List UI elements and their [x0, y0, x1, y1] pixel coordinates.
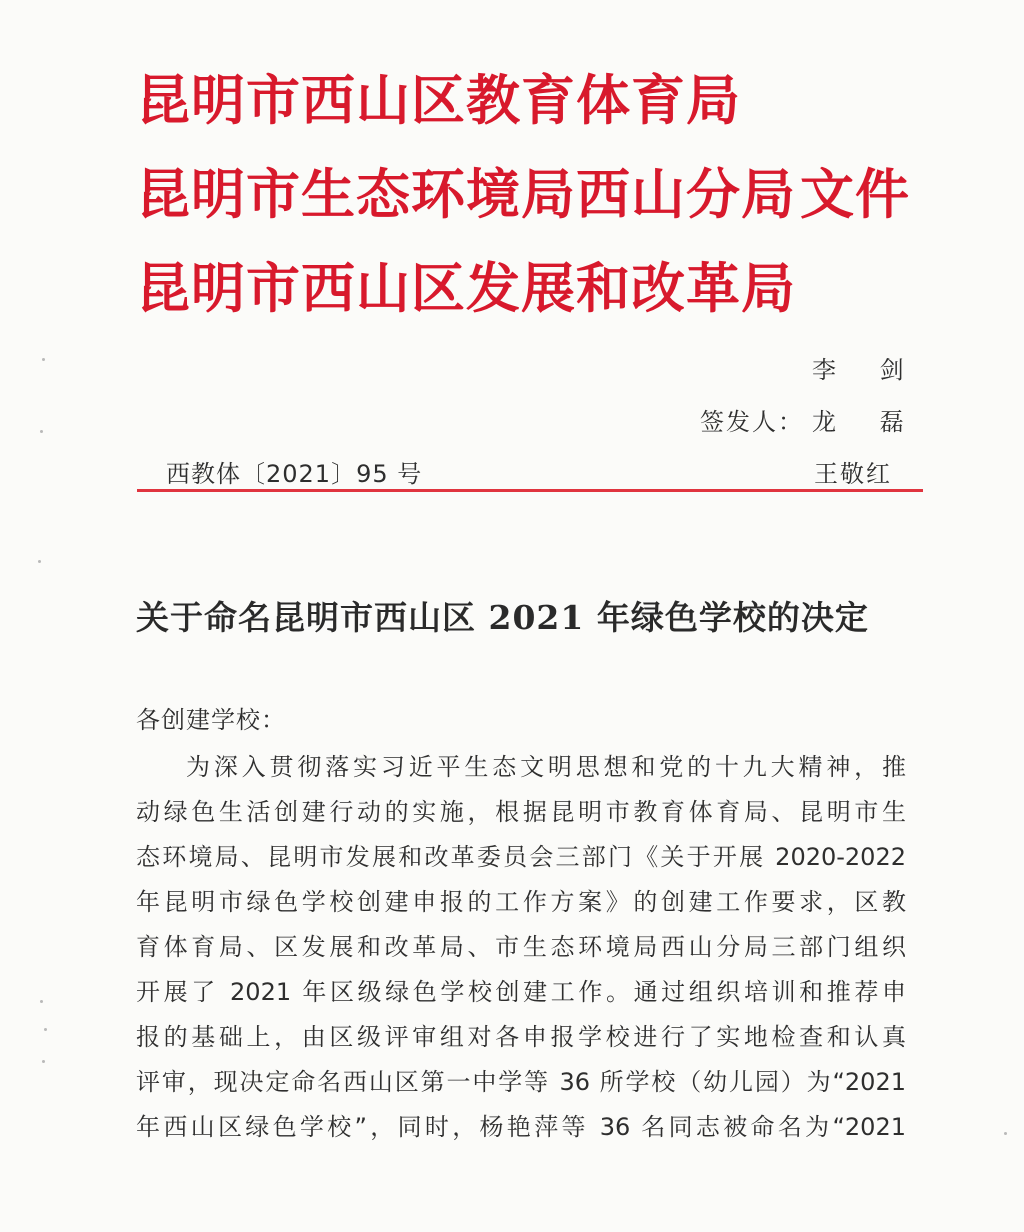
document-title: 关于命名昆明市西山区 2021 年绿色学校的决定 [136, 598, 869, 637]
scan-speck [38, 560, 41, 563]
body-line: 开展了 2021 年区级绿色学校创建工作。通过组织培训和推荐申 [136, 978, 906, 1006]
issuing-authority-1: 昆明市西山区教育体育局 [136, 68, 741, 132]
salutation: 各创建学校： [136, 706, 286, 734]
document-label: 文件 [800, 162, 910, 226]
body-line: 育体育局、区发展和改革局、市生态环境局西山分局三部门组织 [136, 933, 906, 961]
body-line: 年西山区绿色学校”，同时，杨艳萍等 36 名同志被命名为“2021 [136, 1113, 906, 1141]
body-line: 态环境局、昆明市发展和改革委员会三部门《关于开展 2020-2022 [136, 843, 906, 871]
body-line: 报的基础上，由区级评审组对各申报学校进行了实地检查和认真 [136, 1023, 906, 1051]
body-line: 动绿色生活创建行动的实施，根据昆明市教育体育局、昆明市生 [136, 798, 906, 826]
scan-speck [42, 358, 45, 361]
signer-label: 签发人： [700, 408, 804, 436]
scan-speck [42, 1060, 45, 1063]
issuing-authority-2: 昆明市生态环境局西山分局 [136, 162, 796, 226]
issuing-authority-3: 昆明市西山区发展和改革局 [136, 256, 796, 320]
scan-speck [44, 1028, 47, 1031]
scan-speck [1004, 1132, 1007, 1135]
signer-name: 龙 磊 [812, 408, 922, 436]
document-number: 西教体〔2021〕95 号 [166, 460, 423, 488]
signer-name: 李 剑 [812, 356, 922, 384]
red-divider [137, 489, 923, 492]
body-line: 年昆明市绿色学校创建申报的工作方案》的创建工作要求，区教 [136, 888, 906, 916]
signer-name: 王敬红 [814, 460, 892, 488]
body-line: 评审，现决定命名西山区第一中学等 36 所学校（幼儿园）为“2021 [136, 1068, 906, 1096]
scan-speck [40, 430, 43, 433]
body-line: 为深入贯彻落实习近平生态文明思想和党的十九大精神，推 [186, 753, 906, 781]
scan-speck [40, 1000, 43, 1003]
